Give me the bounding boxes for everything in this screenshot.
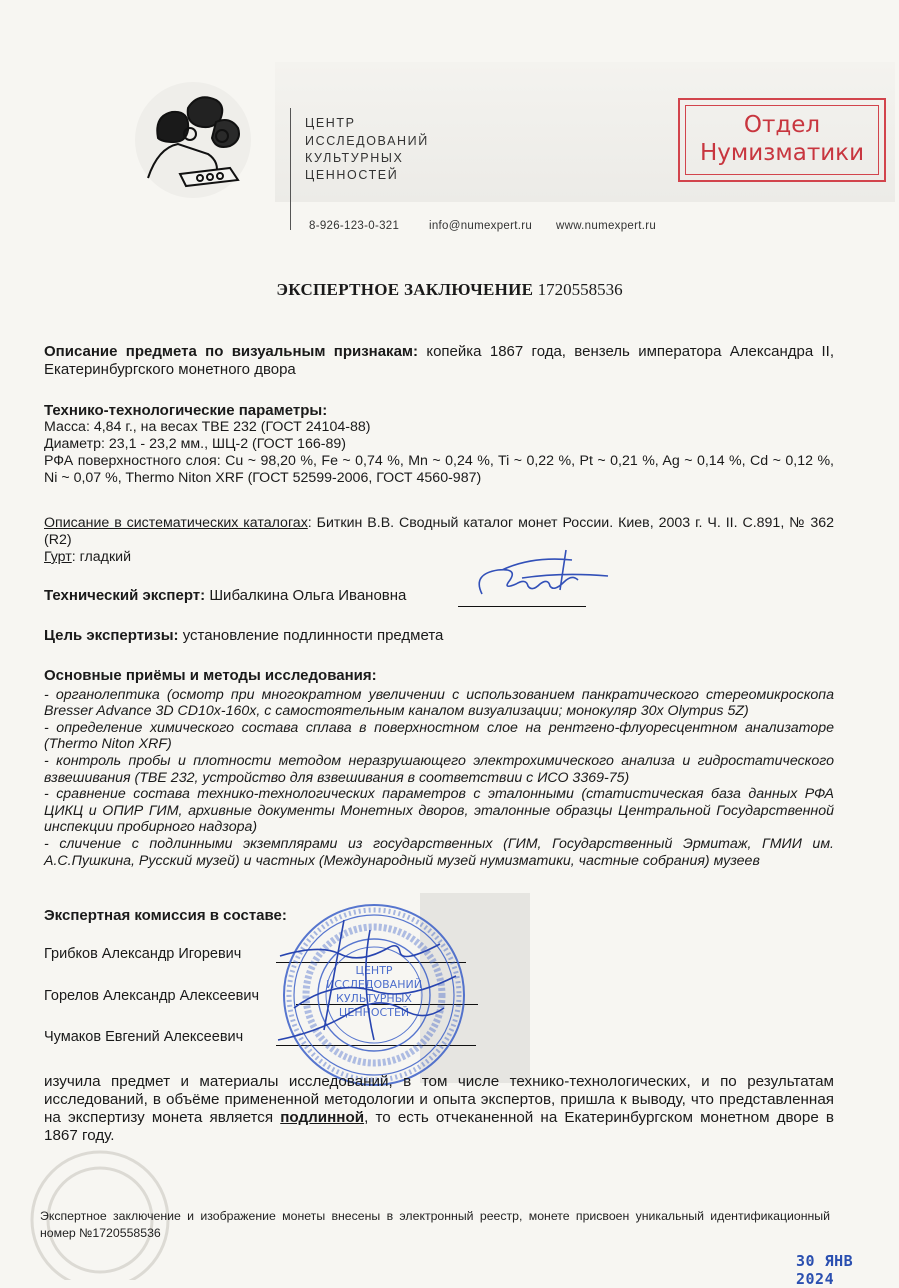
- catalog-label: Описание в систематических каталогах: [44, 515, 308, 531]
- method-item: - органолептика (осмотр при многократном увеличении с использованием панкратического стереомикроскопа Bresser Advance 3D CD10x-160x, с самостоятельным каналом визуализации; монокуляр 30x Olympus 5Z): [44, 686, 834, 720]
- document-title: [0, 280, 899, 300]
- method-item: - контроль пробы и плотности методом неразрушающего электрохимического анализа и гидростатического взвешивания (ТВЕ 232, устройство для взвешивания в соответствии с ИСО 3369-75): [44, 752, 834, 786]
- website-link[interactable]: www.numexpert.ru: [556, 220, 657, 232]
- department-stamp: [678, 98, 886, 182]
- commission-member-3: Чумаков Евгений Алексеевич: [44, 1029, 244, 1045]
- seal-line-2: ИССЛЕДОВАНИЙ: [326, 978, 422, 991]
- footer-note: Экспертное заключение и изображение монеты внесены в электронный реестр, монете присвоен уникальный идентификационный номер №1720558536: [40, 1209, 830, 1240]
- org-name-line-4: ЦЕННОСТЕЙ: [305, 168, 399, 182]
- description-text: копейка 1867 года, вензель императора Александра II, Екатеринбургского монетного двора: [44, 343, 835, 378]
- tech-expert-line: [44, 587, 834, 604]
- goal-label: Цель экспертизы:: [44, 627, 179, 644]
- stamp-line-1: Отдел: [743, 112, 821, 138]
- method-item: - сравнение состава технико-технологических параметров с эталонными (статистическая база данных РФА ЦИКЦ и ОПИР ГИМ, архивные документы Монетных дворов, эталонные образцы Центральной Государственной инспекции пробирного надзора): [44, 786, 834, 836]
- email-link[interactable]: info@numexpert.ru: [429, 220, 533, 232]
- logo-illustration: [118, 78, 268, 198]
- tech-expert-signature: [462, 548, 612, 608]
- goal-text: установление подлинности предмета: [182, 627, 444, 644]
- description-label: Описание предмета по визуальным признакам:: [44, 343, 419, 360]
- conclusion-block: [44, 1073, 834, 1145]
- phone: 8-926-123-0-321: [309, 220, 400, 232]
- commission-member-2: Горелов Александр Алексеевич: [44, 988, 260, 1004]
- org-name-line-3: КУЛЬТУРНЫХ: [305, 151, 404, 165]
- method-item: - сличение с подлинными экземплярами из государственных (ГИМ, Государственный Эрмитаж, ГМИИ им. А.С.Пушкина, Русский музей) и частных (Международный музей нумизматики, частные собрания) музеев: [44, 835, 834, 869]
- title-number: 1720558536: [537, 280, 623, 299]
- methods-block: [44, 668, 834, 869]
- tech-expert-name: Шибалкина Ольга Ивановна: [209, 587, 407, 604]
- diameter-line: Диаметр: 23,1 - 23,2 мм., ШЦ-2 (ГОСТ 166-89): [44, 436, 346, 452]
- tech-expert-label: Технический эксперт:: [44, 587, 206, 604]
- commission-member-1: Грибков Александр Игоревич: [44, 946, 242, 962]
- org-name-line-2: ИССЛЕДОВАНИЙ: [305, 134, 429, 148]
- methods-heading: Основные приёмы и методы исследования:: [44, 667, 377, 684]
- edge-label: Гурт: [44, 549, 72, 565]
- org-name-line-1: ЦЕНТР: [305, 116, 356, 130]
- stamp-line-2: Нумизматики: [699, 140, 865, 166]
- mass-line: Масса: 4,84 г., на весах ТВЕ 232 (ГОСТ 24104-88): [44, 419, 371, 435]
- catalog-text: : Биткин В.В. Сводный каталог монет России. Киев, 2003 г. Ч. II. С.891, № 362 (R2): [44, 515, 834, 548]
- tech-params-block: [44, 402, 834, 487]
- header-divider: [290, 108, 291, 230]
- description-block: [44, 343, 834, 379]
- official-seal: [274, 900, 474, 1090]
- date-stamp: 30 ЯНВ 2024: [796, 1252, 854, 1288]
- commission-heading: Экспертная комиссия в составе:: [44, 907, 287, 924]
- tech-params-heading: Технико-технологические параметры:: [44, 402, 328, 419]
- conclusion-text-before: изучила предмет и материалы исследований, в том числе технико-технологических, и по результатам исследований, в объёме примененной методологии и опыта экспертов, пришла к выводу, что представленная на экспертизу монета является: [44, 1073, 834, 1126]
- title-label: ЭКСПЕРТНОЕ ЗАКЛЮЧЕНИЕ: [276, 280, 534, 299]
- seal-line-1: ЦЕНТР: [355, 964, 393, 977]
- edge-block: [44, 549, 834, 566]
- conclusion-text-after: , то есть отчеканенной на Екатеринбургском монетном дворе в 1867 году.: [44, 1109, 834, 1144]
- xrf-line: РФА поверхностного слоя: Cu ~ 98,20 %, Fe ~ 0,74 %, Mn ~ 0,24 %, Ti ~ 0,22 %, Pt ~ 0,21 %, Ag ~ 0,14 %, Cd ~ 0,12 %, Ni ~ 0,07 %, Thermo Niton XRF (ГОСТ 52599-2006, ГОСТ 4560-987): [44, 453, 834, 486]
- goal-line: [44, 627, 834, 644]
- seal-line-3: КУЛЬТУРНЫХ: [336, 992, 412, 1005]
- method-item: - определение химического состава сплава в поверхностном слое на рентгено-флуоресцентном анализаторе (Thermo Niton XRF): [44, 719, 834, 753]
- conclusion-verdict: подлинной: [280, 1109, 365, 1126]
- catalog-block: [44, 515, 834, 549]
- edge-text: : гладкий: [71, 549, 132, 565]
- seal-line-4: ЦЕННОСТЕЙ: [338, 1006, 410, 1019]
